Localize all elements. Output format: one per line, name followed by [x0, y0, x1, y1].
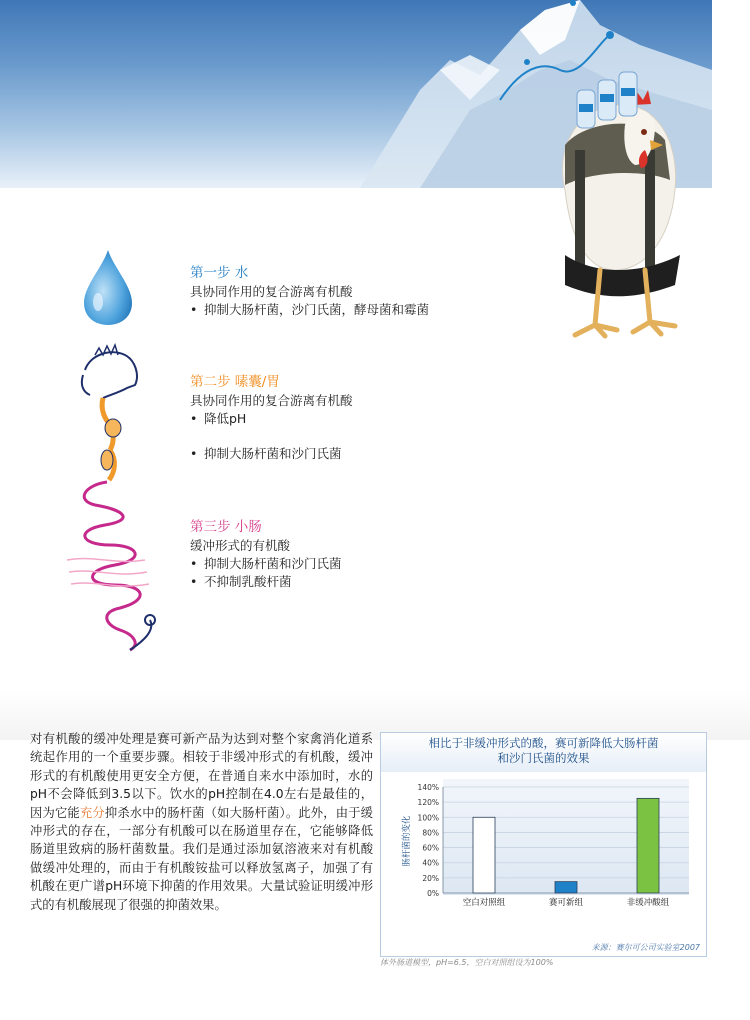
hen-with-backpack-illustration [505, 0, 715, 345]
y-tick-label: 60% [422, 843, 439, 853]
step-title: 第一步 水 [190, 265, 249, 281]
step-water [190, 264, 429, 319]
x-tick-label: 赛可新组 [548, 898, 584, 908]
y-tick-label: 140% [417, 783, 439, 792]
y-tick-label: 120% [417, 798, 439, 808]
step-bullet: • 抑制大肠杆菌，沙门氏菌，酵母菌和霉菌 [190, 301, 429, 319]
bar-2 [555, 882, 577, 893]
chart-source: 来源：赛尔可公司实验室2007 [591, 943, 700, 952]
step-title: 第二步 嗉囊/胃 [190, 374, 280, 390]
step-bullet: • 抑制大肠杆菌和沙门氏菌 [190, 555, 342, 573]
step-subtitle: 具协同作用的复合游离有机酸 [190, 393, 353, 408]
bar-chart [381, 733, 706, 956]
body-text-part2: 抑杀水中的肠杆菌（如大肠杆菌）。此外，由于缓冲形式的存在，一部分有机酸可以在肠道里存在，它能够降低肠道里致病的肠杆菌数量。我们是通过添加氨溶液来对有机酸做缓冲处理的，而由于有机酸铵盐可以释放氢离子，加强了有机酸在更广谱pH环境下抑菌的作用效果。大量试验证明缓冲形式的有机酸展现了很强的抑菌效果。 [30, 805, 373, 912]
step-small-intestine [190, 518, 342, 591]
chart-footnote: 体外肠道模型，pH=6.5，空白对照组设为100% [380, 958, 554, 967]
step-crop-stomach [190, 373, 353, 463]
x-tick-label: 空白对照组 [462, 898, 506, 908]
step-bullet: • 抑制大肠杆菌和沙门氏菌 [190, 445, 353, 463]
y-tick-label: 80% [422, 828, 439, 838]
bar-1 [473, 817, 495, 893]
bar-chart-panel [380, 732, 707, 957]
step-bullet: • 降低pH [190, 410, 353, 428]
body-text-highlight: 充分 [79, 805, 105, 820]
digestive-tract-illustration [55, 340, 165, 660]
bar-3 [637, 798, 659, 893]
step-subtitle: 具协同作用的复合游离有机酸 [190, 284, 353, 299]
chart-title-line-1: 相比于非缓冲形式的酸，赛可新降低大肠杆菌 [428, 736, 659, 750]
step-bullet: • 不抑制乳酸杆菌 [190, 573, 342, 591]
water-drop-icon [80, 248, 136, 328]
y-tick-label: 40% [422, 858, 439, 868]
x-tick-label: 非缓冲酸组 [626, 898, 670, 908]
body-text-part1: 对有机酸的缓冲处理是赛可新产品为达到对整个家禽消化道系统起作用的一个重要步骤。相较于非缓冲形式的有机酸，缓冲形式的有机酸使用更安全方便，在普通自来水中添加时，水的pH不会降低到3.5以下。饮水的pH控制在4.0左右是最佳的，因为它能 [30, 732, 373, 820]
y-axis-label: 肠杆菌的变化 [402, 815, 412, 867]
y-tick-label: 100% [417, 813, 439, 823]
step-title: 第三步 小肠 [190, 519, 262, 535]
y-tick-label: 20% [422, 873, 439, 883]
body-paragraph [30, 730, 373, 914]
step-subtitle: 缓冲形式的有机酸 [190, 538, 291, 553]
y-tick-label: 0% [427, 889, 439, 898]
chart-title-line-2: 和沙门氏菌的效果 [497, 751, 590, 765]
